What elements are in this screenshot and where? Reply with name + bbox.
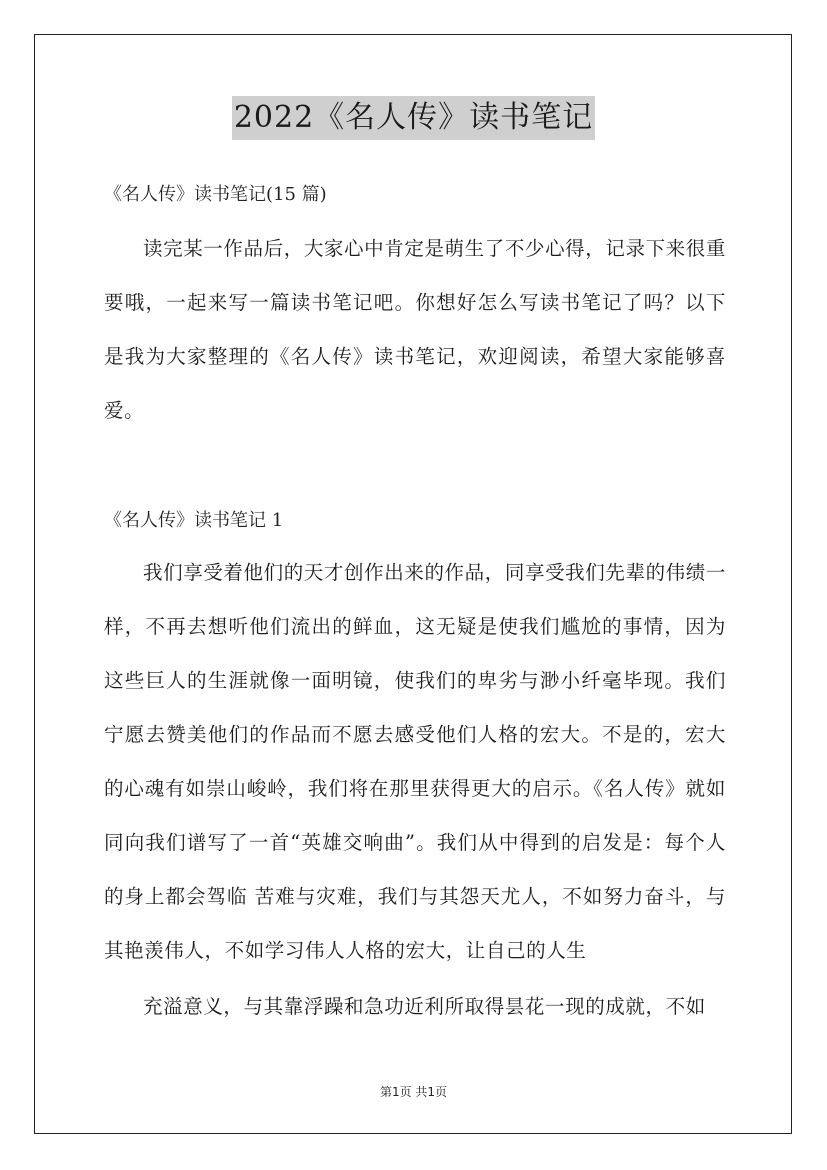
- intro-paragraph: 读完某一作品后，大家心中肯定是萌生了不少心得，记录下来很重要哦，一起来写一篇读书笔记吧。你想好怎么写读书笔记了吗？以下是我为大家整理的《名人传》读书笔记，欢迎阅读，希望大家能够喜爱。: [104, 237, 726, 422]
- page-footer: 第1页 共1页: [379, 1085, 448, 1099]
- document-title: 2022《名人传》读书笔记: [232, 96, 595, 140]
- document-subtitle: 《名人传》读书笔记(15 篇): [104, 184, 327, 205]
- title-container: [0, 96, 827, 140]
- section-paragraph-2: 充溢意义，与其靠浮躁和急功近利所取得昙花一现的成就，不如: [143, 995, 706, 1018]
- section-heading: 《名人传》读书笔记 1: [104, 510, 284, 531]
- section-paragraph-1: 我们享受着他们的天才创作出来的作品，同享受我们先辈的伟绩一样，不再去想听他们流出的鲜血，这无疑是使我们尴尬的事情，因为这些巨人的生涯就像一面明镜，使我们的卑劣与渺小纤毫毕现。我们宁愿去赞美他们的作品而不愿去感受他们人格的宏大。不是的，宏大的心魂有如崇山峻岭，我们将在那里获得更大的启示。《名人传》就如同向我们谱写了一首“英雄交响曲”。我们从中得到的启发是：每个人的身上都会驾临 苦难与灾难，我们与其怨天尤人，不如努力奋斗，与其艳羡伟人，不如学习伟人人格的宏大，让自己的人生: [104, 561, 726, 962]
